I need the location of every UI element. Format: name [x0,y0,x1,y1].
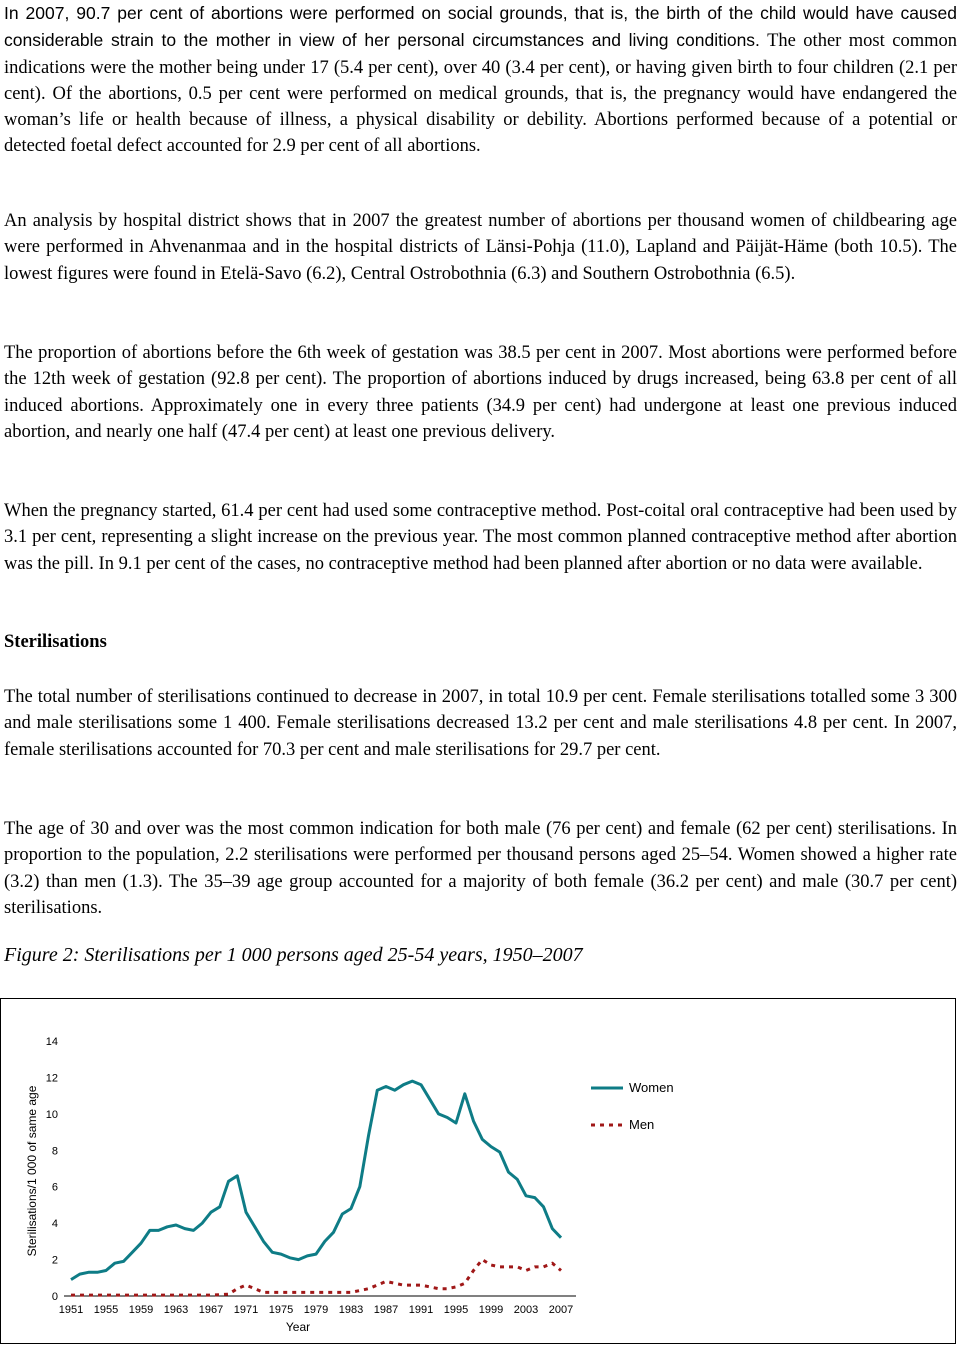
paragraph-abortion-grounds [4,0,957,160]
x-tick-label: 1995 [443,1304,469,1316]
y-axis-label: Sterilisations/1 000 of same age [25,1085,39,1257]
y-tick-label: 4 [51,1218,58,1231]
x-tick-labels [59,1304,573,1316]
figure-caption: Figure 2: Sterilisations per 1 000 persons aged 25-54 years, 1950–2007 [4,944,583,966]
section-heading-sterilisations: Sterilisations [4,632,107,652]
sterilisation-line-chart [1,999,955,1343]
paragraph-sterilisation-totals: The total number of sterilisations continued to decrease in 2007, in total 10.9 per cent. Female sterilisations totalled some 3 300 and male sterilisations some 1 400. Female sterilisations decreased 13.2 per cent and male sterilisations 4.8 per cent. In 2007, female sterilisations accounted for 70.3 per cent and male sterilisations for 29.7 per cent. [4,687,957,760]
y-tick-label: 2 [51,1254,58,1267]
series-line-women [71,1081,561,1280]
x-tick-label: 1967 [198,1304,224,1316]
paragraph-contraception: When the pregnancy started, 61.4 per cent had used some contraceptive method. Post-coital oral contraceptive had been used by 3.1 per cent, representing a slight increase on the previous year. The most common planned contraceptive method after abortion was the pill. In 9.1 per cent of the cases, no contraceptive method had been planned after abortion or no data were available. [4,501,957,574]
legend [591,1080,674,1132]
x-tick-label: 1975 [268,1304,294,1316]
x-tick-label: 1955 [93,1304,119,1316]
paragraph-hospital-district: An analysis by hospital district shows that in 2007 the greatest number of abortions per thousand women of childbearing age were performed in Ahvenanmaa and in the hospital districts of Länsi-Pohja (11.0), Lapland and Päijät-Häme (both 10.5). The lowest figures were found in Etelä-Savo (6.2), Central Ostrobothnia (6.3) and Southern Ostrobothnia (6.5). [4,211,957,284]
x-tick-label: 2007 [548,1304,574,1316]
legend-men-label: Men [629,1117,655,1132]
y-tick-label: 14 [45,1036,58,1048]
paragraph-sterilisation-age: The age of 30 and over was the most common indication for both male (76 per cent) and female (62 per cent) sterilisations. In proportion to the population, 2.2 sterilisations were performed per thousand persons aged 25–54. Women showed a higher rate (3.2) than men (1.3). The 35–39 age group accounted for a majority of both female (36.2 per cent) and male (30.7 per cent) sterilisations. [4,819,957,918]
x-tick-label: 1999 [478,1304,504,1316]
y-tick-label: 10 [45,1108,58,1121]
paragraph-segment-serif: The other most common indications were the mother being under 17 (5.4 per cent), over 40 (3.4 per cent), or having given birth to four children (2.1 per cent). Of the abortions, 0.5 per cent were performed on medical grounds, that is, the pregnancy would have endangered the woman’s life or health because of illness, a physical disability or debility. Abortions performed because of a potential or detected foetal defect accounted for 2.9 per cent of all abortions. [4,31,957,157]
x-axis-label: Year [285,1320,311,1334]
y-tick-label: 6 [51,1181,58,1194]
x-tick-label: 1979 [303,1304,329,1316]
series-line-men [71,1260,561,1296]
y-tick-labels [46,1036,58,1303]
x-tick-label: 2003 [513,1304,539,1316]
chart-frame [0,998,956,1344]
y-tick-label: 0 [51,1291,58,1303]
x-tick-label: 1983 [338,1304,364,1316]
x-tick-label: 1963 [163,1304,189,1316]
x-tick-label: 1987 [373,1304,399,1316]
legend-women-label: Women [629,1080,674,1095]
x-tick-label: 1951 [58,1304,84,1316]
paragraph-segment-sans: In 2007, 90.7 per cent of abortions were performed on social grounds, that is, the birth of the child would have caused considerable strain to the mother in view of her personal circumstances and living conditions. [4,3,957,51]
x-tick-label: 1959 [128,1304,154,1316]
x-tick-label: 1991 [408,1304,434,1316]
x-tick-label: 1971 [233,1304,259,1316]
y-tick-label: 12 [45,1072,58,1085]
paragraph-gestation: The proportion of abortions before the 6th week of gestation was 38.5 per cent in 2007. Most abortions were performed before the 12th week of gestation (92.8 per cent). The proportion of abortions induced by drugs increased, being 63.8 per cent of all induced abortions. Approximately one in every three patients (34.9 per cent) had undergone at least one previous induced abortion, and nearly one half (47.4 per cent) at least one previous delivery. [4,343,957,442]
y-tick-label: 8 [51,1145,58,1158]
series-layer [71,1081,561,1295]
